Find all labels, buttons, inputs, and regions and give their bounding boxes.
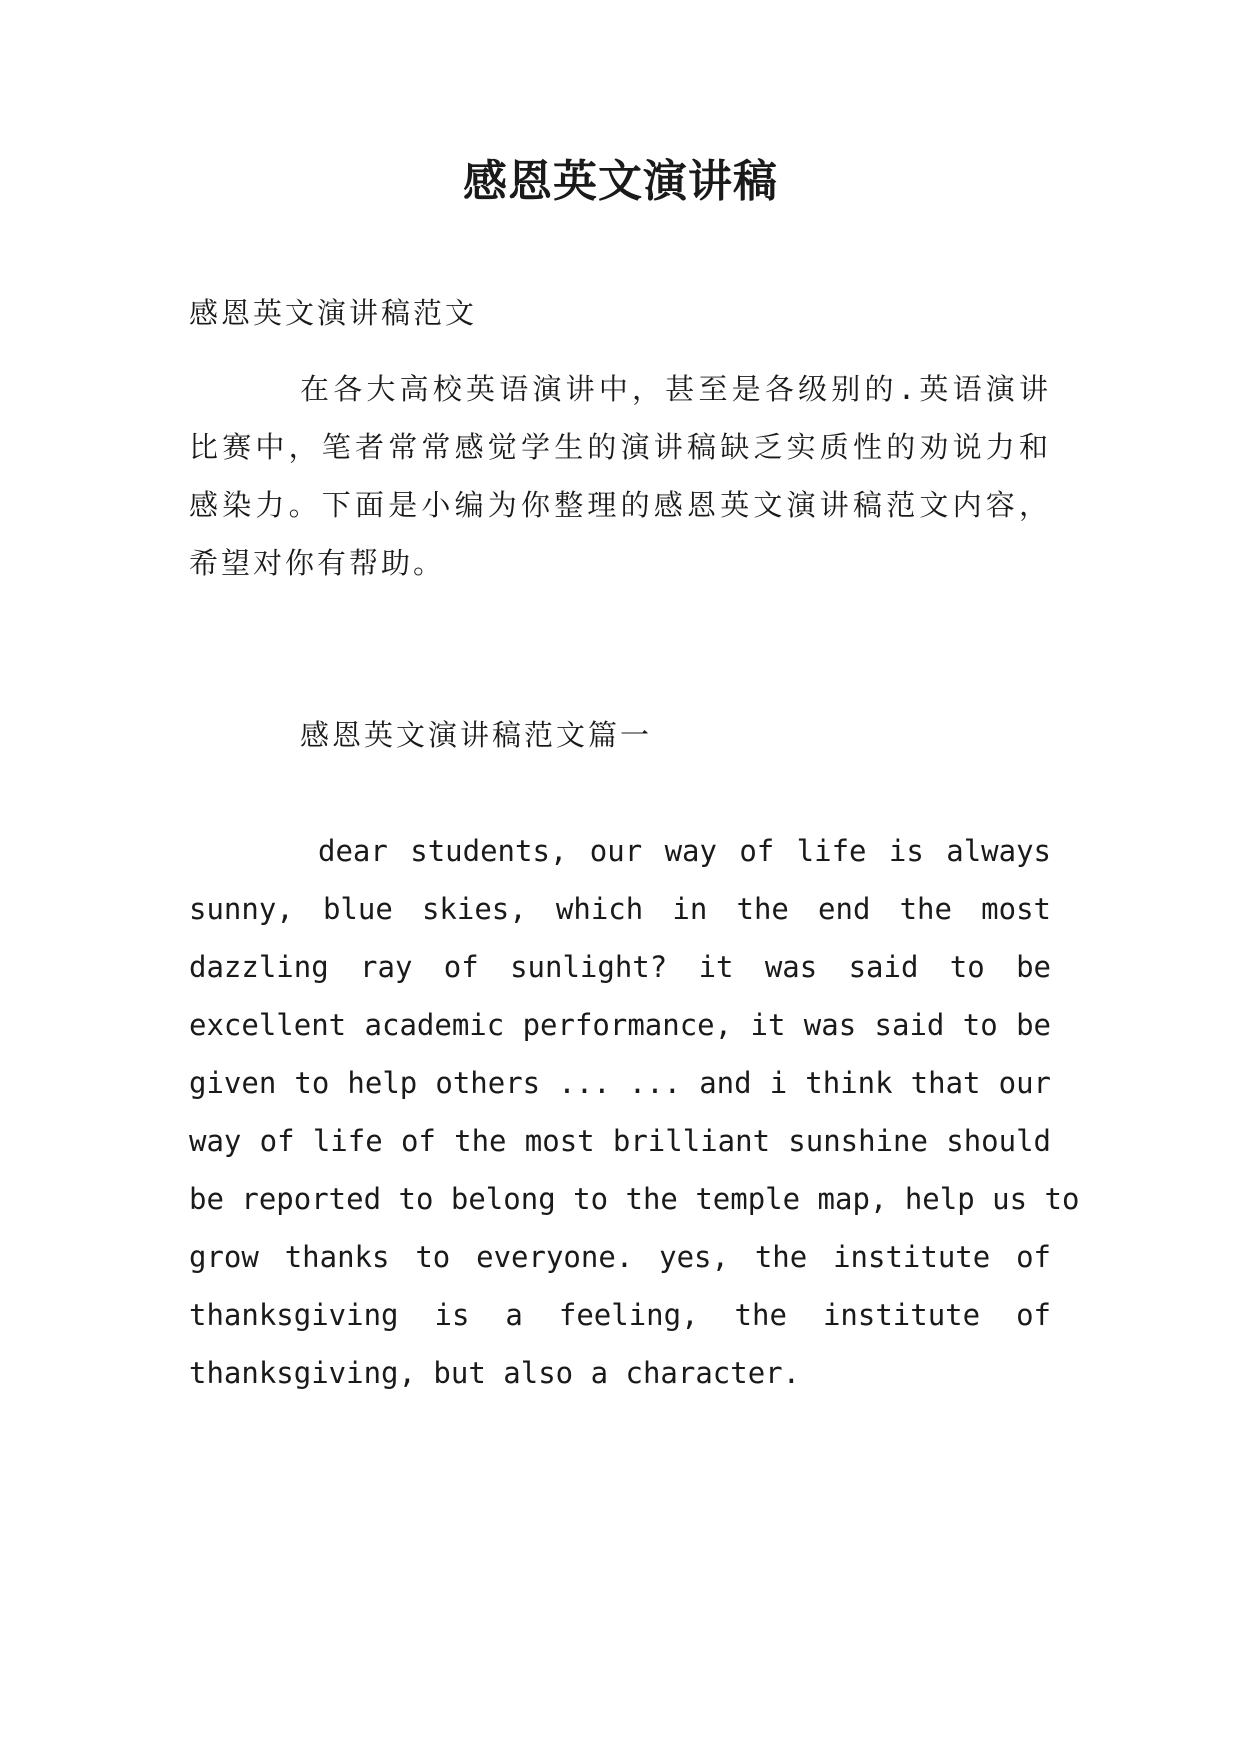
body-line: be reported to belong to the temple map, help us to — [189, 1182, 1080, 1216]
document-subtitle: 感恩英文演讲稿范文 — [189, 296, 478, 330]
intro-line: 希望对你有帮助。 — [189, 546, 446, 580]
intro-line: 在各大高校英语演讲中，甚至是各级别的.英语演讲 — [300, 372, 1051, 406]
intro-line: 感染力。下面是小编为你整理的感恩英文演讲稿范文内容， — [189, 488, 1051, 522]
body-line: thanksgiving, but also a character. — [189, 1356, 801, 1390]
body-line: grow thanks to everyone. yes, the institute of — [189, 1240, 1051, 1274]
body-line: way of life of the most brilliant sunshine should — [189, 1124, 1051, 1158]
body-line: given to help others ... ... and i think that our — [189, 1066, 1051, 1100]
body-line: thanksgiving is a feeling, the institute of — [189, 1298, 1051, 1332]
body-line: excellent academic performance, it was said to be — [189, 1008, 1051, 1042]
document-title: 感恩英文演讲稿 — [463, 156, 778, 207]
section-heading: 感恩英文演讲稿范文篇一 — [300, 718, 653, 752]
body-line: dazzling ray of sunlight? it was said to be — [189, 950, 1051, 984]
body-line: dear students, our way of life is always — [318, 834, 1051, 868]
intro-line: 比赛中，笔者常常感觉学生的演讲稿缺乏实质性的劝说力和 — [189, 430, 1051, 464]
body-line: sunny, blue skies, which in the end the most — [189, 892, 1051, 926]
